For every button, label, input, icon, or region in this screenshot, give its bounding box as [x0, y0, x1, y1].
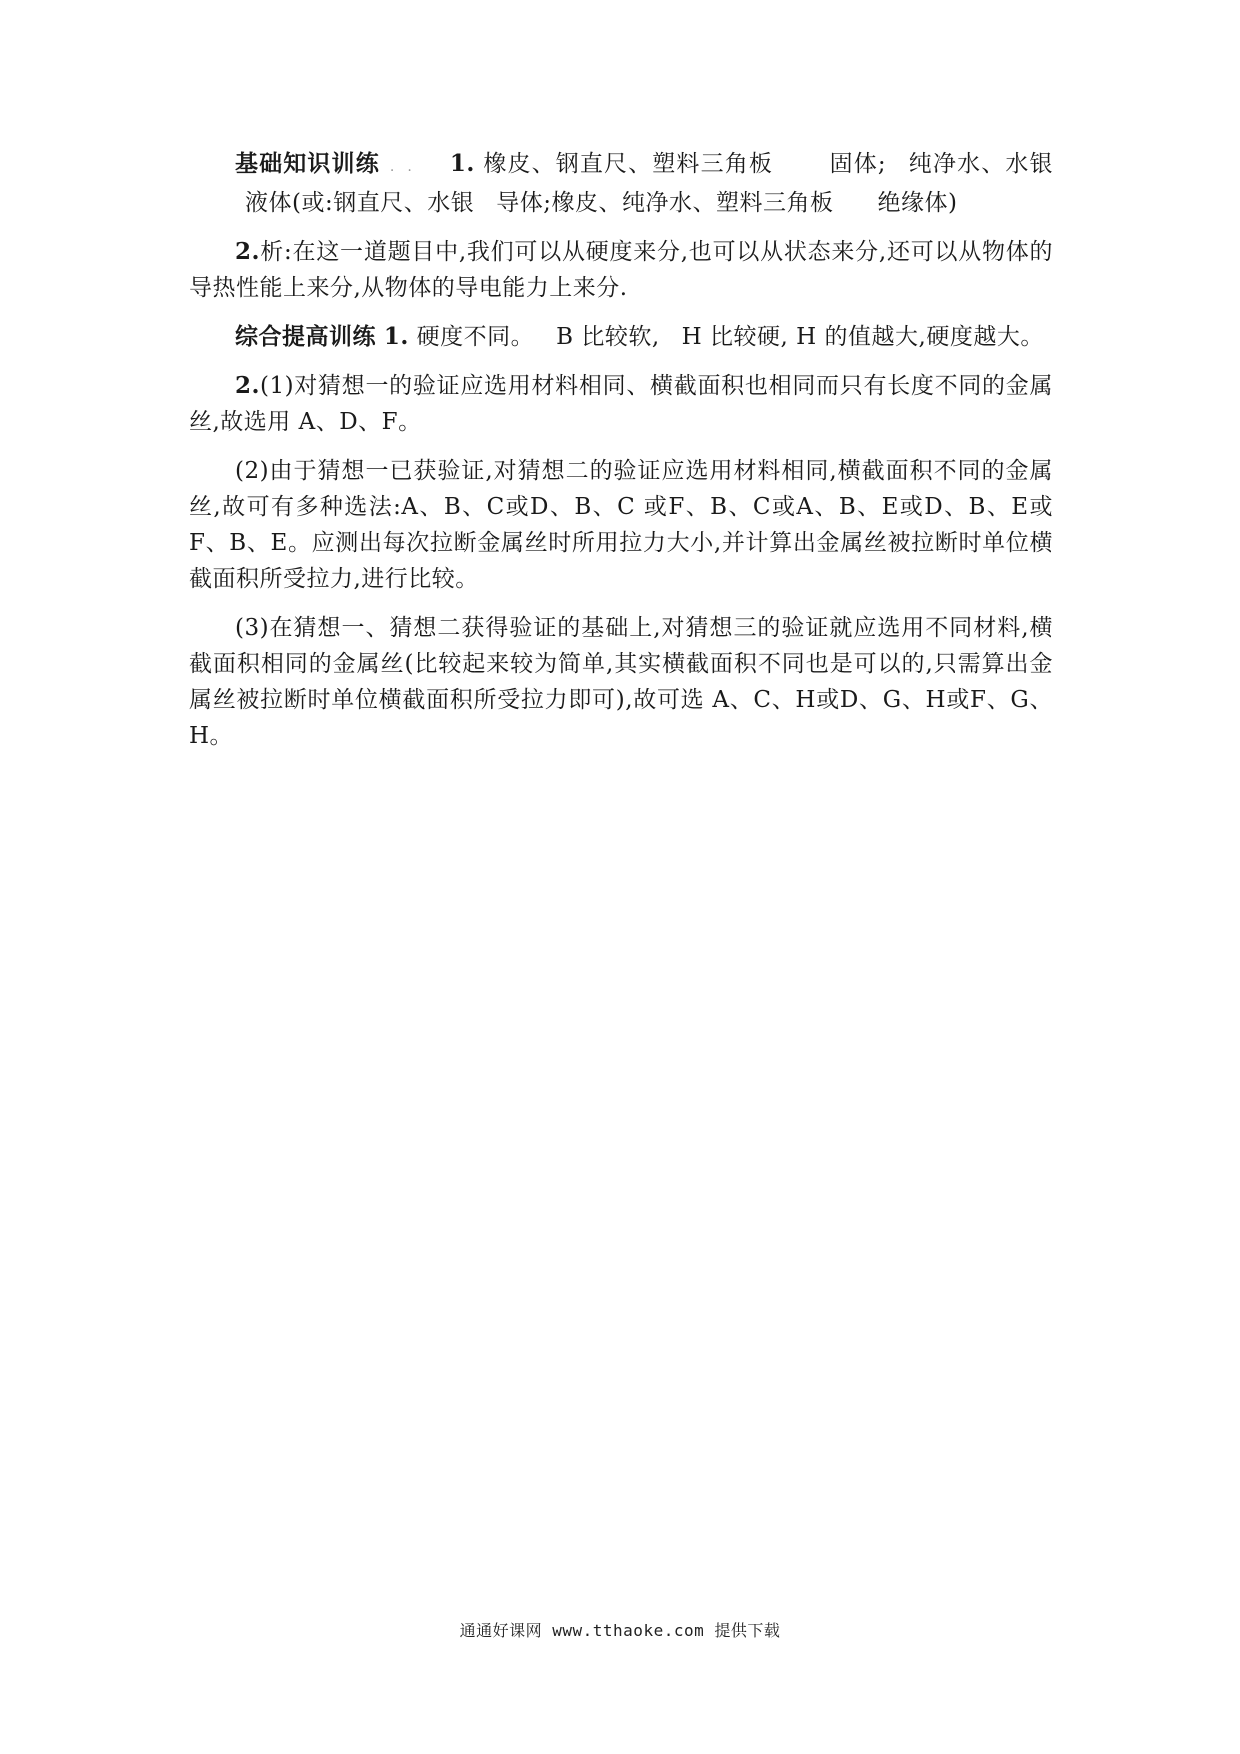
- item-number: 2.: [235, 238, 261, 265]
- insulator-label: 绝缘体): [877, 190, 958, 216]
- paragraph-basic-knowledge: [189, 146, 1053, 221]
- paragraph-comprehensive: [189, 319, 1053, 355]
- guess-one-text: (1)对猜想一的验证应选用材料相同、横截面积也相同而只有长度不同的金属丝,故选用 A、D、F。: [189, 373, 1053, 435]
- liquid-label: 液体(或:钢直尺、水银: [245, 190, 475, 216]
- paragraph-guess-one: [189, 368, 1053, 440]
- analysis-text: 析:在这一道题目中,我们可以从硬度来分,也可以从状态来分,还可以从物体的导热性能上来分,从物体的导电能力上来分.: [189, 239, 1053, 301]
- footer-download-note: 通通好课网 www.tthaoke.com 提供下载: [459, 1621, 781, 1640]
- document-body: [189, 146, 1053, 767]
- solid-label: 固体;: [829, 151, 887, 177]
- guess-two-text: (2)由于猜想一已获验证,对猜想二的验证应选用材料相同,横截面积不同的金属丝,故可有多种选法:A、B、C或D、B、C 或F、B、C或A、B、E或D、B、E或F、B、E。应测出每次拉断金属丝时所用拉力大小,并计算出金属丝被拉断时单位横截面积所受拉力,进行比较。: [189, 458, 1053, 592]
- item-number: 2.: [235, 372, 261, 399]
- paragraph-guess-two: [189, 453, 1053, 597]
- hardness-text-a: 硬度不同。: [416, 324, 535, 350]
- section-heading-comprehensive: 综合提高训练: [235, 323, 376, 350]
- hardness-text-b: B 比较软,: [556, 324, 660, 350]
- paragraph-guess-three: [189, 610, 1053, 754]
- dots-mark: . .: [389, 159, 416, 175]
- conductor-label: 导体;橡皮、纯净水、塑料三角板: [496, 190, 834, 216]
- guess-three-text: (3)在猜想一、猜想二获得验证的基础上,对猜想三的验证就应选用不同材料,横截面积相同的金属丝(比较起来较为简单,其实横截面积不同也是可以的,只需算出金属丝被拉断时单位横截面积所受拉力即可),故可选 A、C、H或D、G、H或F、G、H。: [189, 615, 1053, 749]
- solid-items: 橡皮、钢直尺、塑料三角板: [483, 151, 773, 177]
- liquid-items: 纯净水、水银: [908, 151, 1054, 177]
- item-number: 1.: [449, 150, 475, 177]
- section-heading-basic: 基础知识训练: [235, 150, 380, 177]
- item-number: 1.: [383, 323, 409, 350]
- paragraph-analysis: [189, 234, 1053, 306]
- hardness-text-c: H 比较硬, H 的值越大,硬度越大。: [681, 324, 1044, 350]
